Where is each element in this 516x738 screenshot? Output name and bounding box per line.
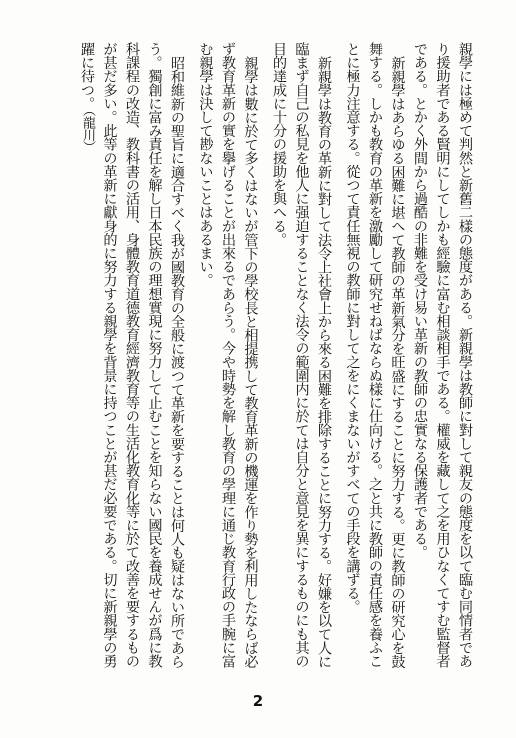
paragraph-removing-obstacles: 新親學は教育の革新に對して法令上社會上から來る困難を排除することに努力する。好嫌を以て人に臨まず自己の私見を他人に强迫することなく法令の範圍内に於ては自分と意見を異にするものにも其の目的達成に十分の援助を與へる。 [271,42,332,669]
paragraph-showa-restoration-text: 昭和維新の聖旨に適合すべく我が國教育の全般に渡つて革新を要することは何人も疑はない所であらう。獨創に富み責任を解し日本民族の理想實現に努力して止むことを知らない國民を養成せんが爲に教科課程の改造、教科書の活用、身體教育道德教育經濟教育等の生活化教育化等に於て改善を要するものが甚だ多い。此等の革新に獻身的に努力する親學を背景に持つことが甚だ必要である。切に新親學の勇躍に待つ。 [79,42,185,669]
paragraph-showa-restoration [76,42,189,674]
page-number: 2 [252,692,264,710]
paragraph-reform-spirit: 新親學はあらゆる困難に堪へて教師の革新氣分を旺盛にすることに努力する。更に教師の研究心を鼓舞する。しかも教育の革新を激勵して研究せねばならぬ樣に仕向ける。之と共に教師の責任感を養ふことに極力注意する。從つて責任無視の教師に對して之をにくまないがすべての手段を講ずる。 [344,42,406,669]
author-signature: （龍川） [80,110,95,154]
paragraph-cooperation-with-principals: 親學は數に於て多くはないが管下の學校長と相提携して教育革新の機運を作り勢を利用したならば必ず教育革新の實を擧げることが出來るであらう。今や時勢を解し教育の學理に通じ教育行政の手腕に富む親學は決して尠ないことはあるまい。 [197,42,259,669]
paragraph-old-and-new-inspector: 親學には極めて判然と新舊二樣の態度がある。新親學は教師に對して親友の態度を以て臨む同情者であり援助者である賢明にしてしかも經驗に富む相談相手である。權威を藏して之を用ひなくてすむ監督者である。とかく外間から過酷の非難を受け易い革新の教師の忠實なる保護者である。 [412,42,473,668]
vertical-text-body [36,42,476,674]
